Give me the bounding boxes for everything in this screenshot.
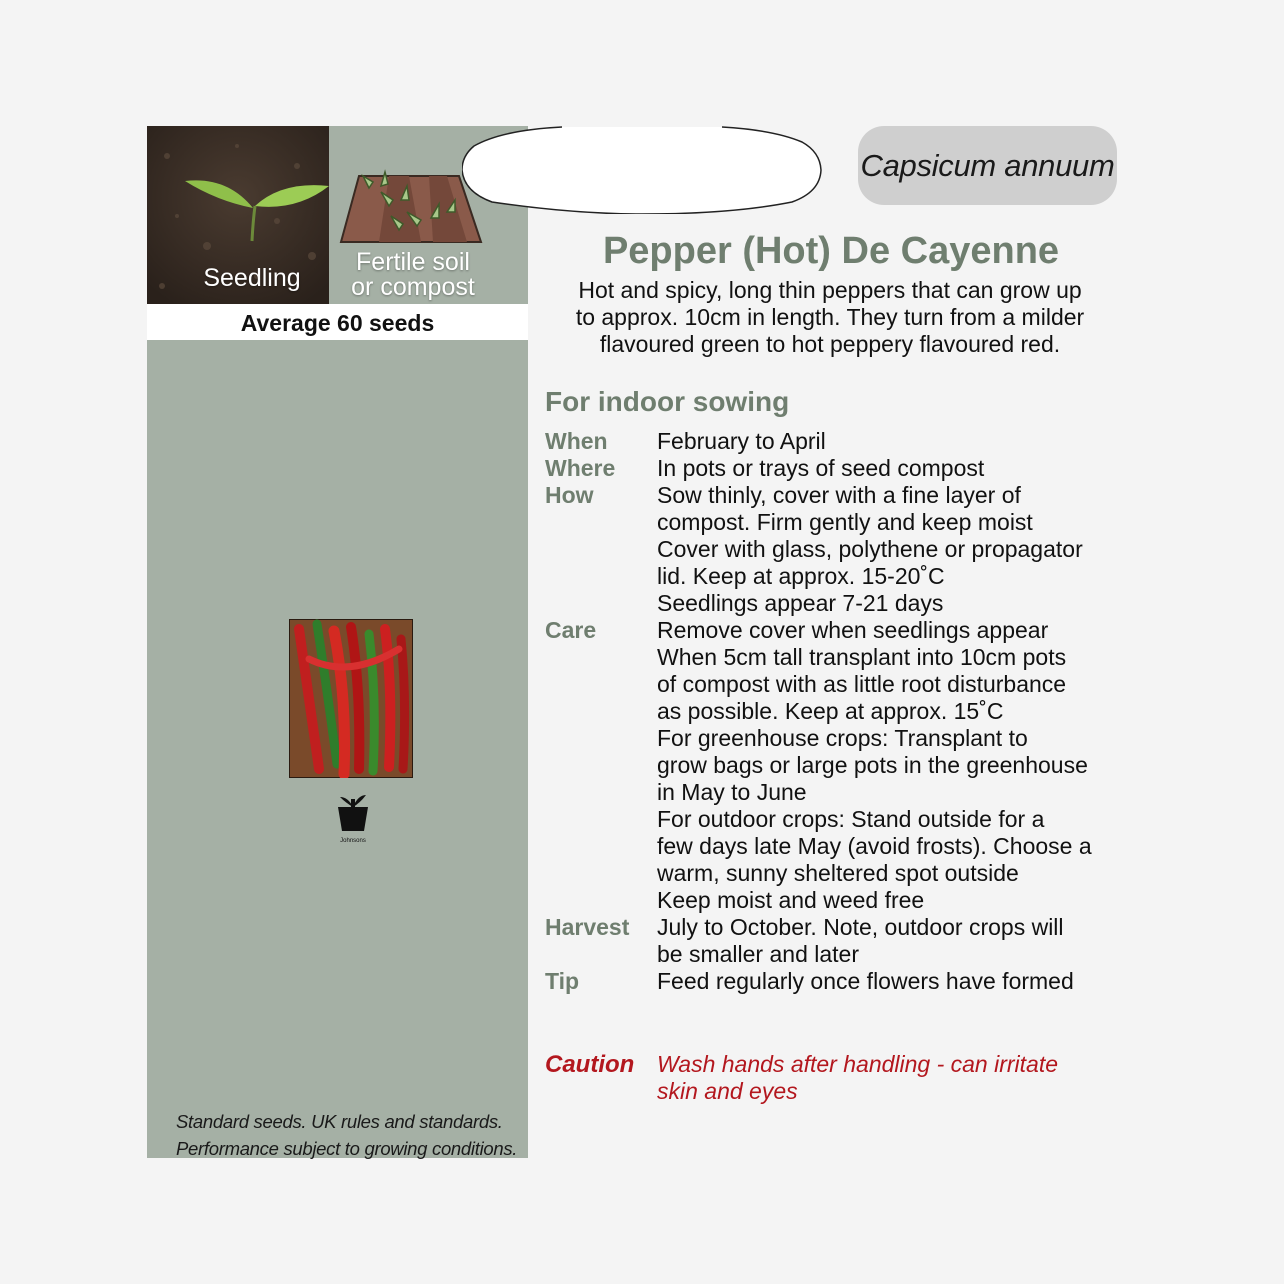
- product-photo: [289, 619, 413, 778]
- caution-text: skin and eyes: [657, 1078, 798, 1104]
- seedling-label: Seedling: [203, 264, 301, 292]
- row-text: few days late May (avoid frosts). Choose a: [657, 833, 1092, 859]
- row-label: Tip: [545, 968, 580, 994]
- description-line: flavoured green to hot peppery flavoured red.: [599, 331, 1061, 357]
- row-text: For outdoor crops: Stand outside for a: [657, 806, 1045, 832]
- row-label: When: [545, 428, 608, 454]
- row-text: For greenhouse crops: Transplant to: [657, 725, 1028, 751]
- brand-name: Johnsons: [340, 838, 366, 844]
- description-line: Hot and spicy, long thin peppers that can grow up: [578, 277, 1082, 303]
- latin-name-badge: Capsicum annuum: [858, 126, 1117, 205]
- row-label: How: [545, 482, 594, 508]
- section-heading: For indoor sowing: [545, 386, 790, 417]
- row-label: Harvest: [545, 914, 630, 940]
- row-text: in May to June: [657, 779, 807, 805]
- row-how: [545, 482, 1125, 617]
- row-text: Keep moist and weed free: [657, 887, 925, 913]
- caution-text: Wash hands after handling - can irritate: [657, 1051, 1059, 1077]
- disclaimer: [176, 1108, 526, 1162]
- row-harvest: [545, 914, 1125, 968]
- row-text: February to April: [657, 428, 826, 454]
- sowing-instructions: [545, 428, 1125, 995]
- disclaimer-line-1: Standard seeds. UK rules and standards.: [176, 1111, 503, 1132]
- hang-hole: [462, 126, 822, 214]
- row-text: compost. Firm gently and keep moist: [657, 509, 1033, 535]
- description-line: to approx. 10cm in length. They turn from a milder: [575, 304, 1085, 330]
- row-text: When 5cm tall transplant into 10cm pots: [657, 644, 1067, 670]
- row-text: Sow thinly, cover with a fine layer of: [657, 482, 1021, 508]
- row-where: [545, 455, 1125, 482]
- row-text: Cover with glass, polythene or propagator: [657, 536, 1083, 562]
- caution-label: Caution: [545, 1051, 635, 1078]
- row-text: In pots or trays of seed compost: [657, 455, 985, 481]
- row-care: [545, 617, 1125, 914]
- seed-count: Average 60 seeds: [147, 304, 528, 340]
- row-text: Feed regularly once flowers have formed: [657, 968, 1074, 994]
- row-text: Seedlings appear 7-21 days: [657, 590, 944, 616]
- disclaimer-line-2: Performance subject to growing conditions.: [176, 1138, 518, 1159]
- soil-label-line1: Fertile soil: [356, 248, 470, 276]
- row-tip: [545, 968, 1125, 995]
- row-label: Care: [545, 617, 597, 643]
- brand-logo: [334, 793, 372, 844]
- row-text: lid. Keep at approx. 15-20˚C: [657, 563, 945, 589]
- row-label: Where: [545, 455, 616, 481]
- row-text: be smaller and later: [657, 941, 859, 967]
- row-text: as possible. Keep at approx. 15˚C: [657, 698, 1004, 724]
- caution-block: [545, 1051, 1125, 1105]
- seedling-icon: [147, 126, 329, 304]
- row-text: grow bags or large pots in the greenhouse: [657, 752, 1088, 778]
- row-text: warm, sunny sheltered spot outside: [657, 860, 1019, 886]
- row-text: July to October. Note, outdoor crops will: [657, 914, 1064, 940]
- row-when: [545, 428, 1125, 455]
- product-title: Pepper (Hot) De Cayenne: [602, 230, 1060, 272]
- soil-label-line2: or compost: [351, 273, 475, 301]
- soil-label: [329, 250, 497, 300]
- product-description: [545, 277, 1115, 358]
- row-text: Remove cover when seedlings appear: [657, 617, 1049, 643]
- row-text: of compost with as little root disturbance: [657, 671, 1067, 697]
